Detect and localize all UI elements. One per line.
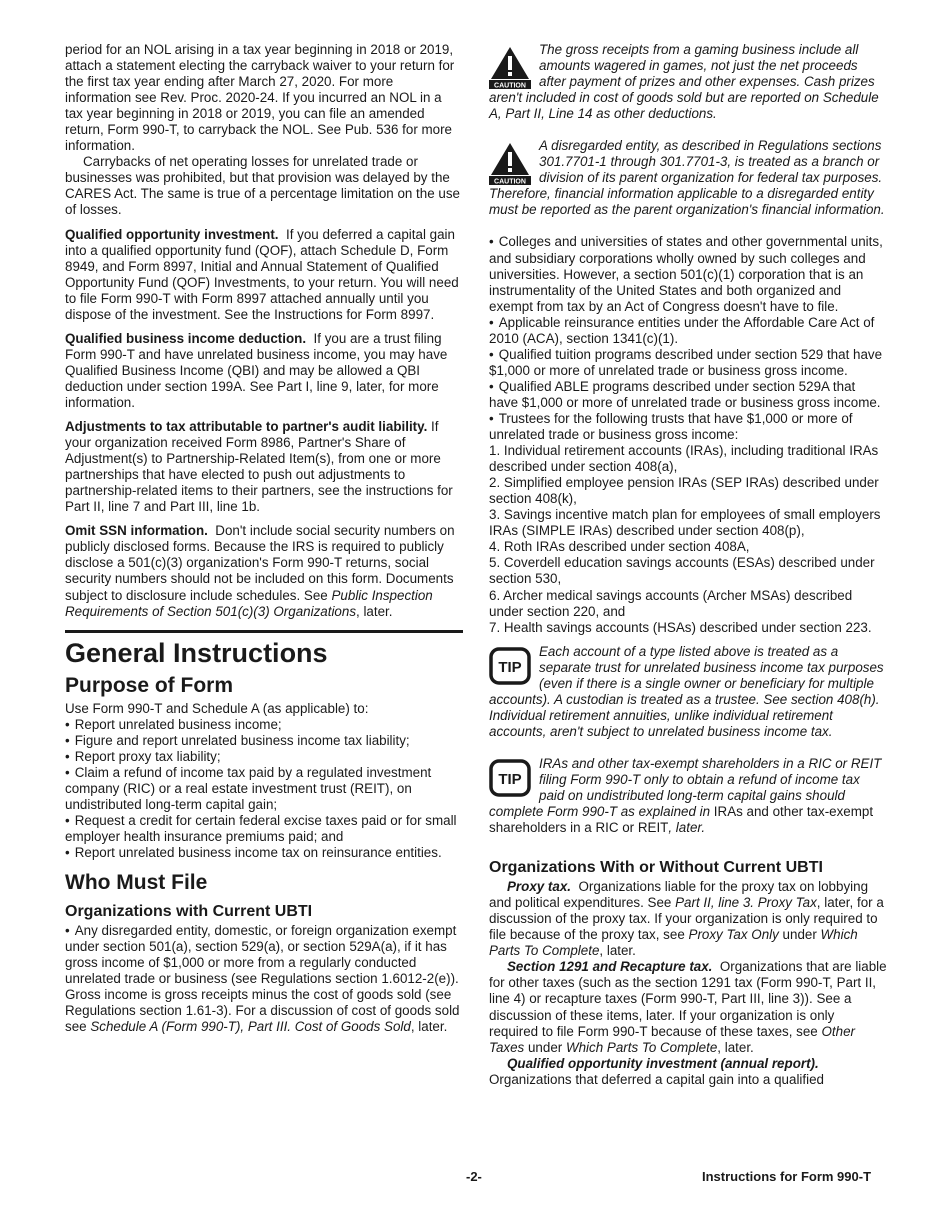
caution-icon [489, 141, 531, 185]
filer-bullet: • Qualified ABLE programs described under section 529A that have $1,000 or more of unrelated trade or business gross income. [489, 379, 887, 411]
tip-reference: IRAs and other tax-exempt shareholders in a RIC or REIT [489, 804, 874, 836]
proxy-text: , later, for a discussion of the proxy tax. If your organization is only required to file because of the proxy tax, see [489, 895, 884, 943]
proxy-heading: Proxy tax. [507, 879, 572, 895]
proxy-text: Organizations liable for the proxy tax on lobbying and political expenditures. See [489, 879, 869, 911]
tip-callout [489, 644, 887, 740]
general-instructions-heading: General Instructions [65, 637, 328, 668]
trust-item: 6. Archer medical savings accounts (Archer MSAs) described under section 220, and [489, 587, 853, 619]
caution-label: CAUTION [494, 82, 526, 89]
qbi-heading: Qualified business income deduction. [65, 330, 307, 346]
proxy-paragraph [489, 879, 887, 959]
trust-item: 4. Roth IRAs described under section 408A, [489, 539, 750, 555]
orgs-bullet [65, 923, 463, 1035]
carrybacks-paragraph: Carrybacks of net operating losses for unrelated trade or businesses was prohibited, but that provision was delayed by the CARES Act. The same is true of a percentage limitation on the use of losses. [65, 154, 460, 218]
nol-paragraph: period for an NOL arising in a tax year beginning in 2018 or 2019, attach a statement electing the carryback waiver to your return for the first tax year ending after March 27, 2020. For more information see Rev. Proc. 2020-24. If you incurred an NOL in a tax year beginning in 2018 or 2019, you can file an amended return, Form 990-T, to carryback the NOL. See Pub. 536 for more information. [65, 42, 455, 154]
section-1291-reference: Other Taxes [489, 1023, 855, 1055]
proxy-text: under [782, 927, 817, 943]
qoi-heading: Qualified opportunity investment. [65, 226, 279, 242]
orgs-current-ubti-heading: Organizations with Current UBTI [65, 903, 313, 921]
orgs-with-without-heading: Organizations With or Without Current UBTI [489, 859, 823, 877]
tip-text-end: , later. [668, 820, 706, 836]
purpose-bullet: • Request a credit for certain federal excise taxes paid or for small employer health insurance premiums paid; and [65, 813, 463, 845]
tip-icon [489, 759, 531, 797]
section-1291-reference: Which Parts To Complete [565, 1039, 718, 1055]
adj-text: If your organization received Form 8986, Partner's Share of Adjustment(s) to Partnership-Related Item(s), from one or more partnerships that have elected to push out adjustments to partnership-related items to their partners, see the instructions for Part II, line 7 and Part III, line 1b. [65, 419, 453, 515]
purpose-heading: Purpose of Form [65, 673, 234, 697]
proxy-reference: Which Parts To Complete [489, 927, 858, 959]
purpose-intro: Use Form 990-T and Schedule A (as applicable) to: [65, 700, 369, 716]
section-1291-text: under [527, 1039, 563, 1055]
caution-label: CAUTION [494, 178, 526, 186]
trust-item: 3. Savings incentive match plan for employees of small employers IRAs (SIMPLE IRAs) described under section 408(p), [489, 507, 881, 539]
qoi-annual-heading [489, 1056, 887, 1072]
section-1291-paragraph [489, 959, 887, 1055]
caution-text: A disregarded entity, as described in Regulations sections 301.7701-1 through 301.7701-3, is treated as a branch or division of its parent organization for federal tax purposes. Therefore, financial information applicable to a disregarded entity must be reported as the parent organization's financial information. [489, 138, 885, 218]
purpose-bullet: • Report unrelated business income; [65, 717, 463, 733]
caution-icon [489, 45, 531, 89]
purpose-bullet: • Claim a refund of income tax paid by a regulated investment company (RIC) or a real estate investment trust (REIT), on undistributed long-term capital gain; [65, 765, 463, 813]
qbi-text: If you are a trust filing Form 990-T and have unrelated business income, you may have Qualified Business Income (QBI) and may be allowed a QBI deduction under section 199A. See Part I, line 9, later, for more information. [65, 330, 448, 410]
purpose-bullet: • Report proxy tax liability; [65, 749, 463, 765]
qoi-text: If you deferred a capital gain into a qualified opportunity fund (QOF), attach Schedule D, Form 8949, and Form 8997, Initial and Annual Statement of Qualified Opportunity Fund (QOF) Investments, to your return. You will need to file Form 990-T with Form 8997 attached annually until you dispose of the investment. See the Instructions for Form 8997. [65, 226, 459, 322]
qoi-paragraph [65, 227, 463, 323]
ssn-reference: Public Inspection Requirements of Section 501(c)(3) Organizations [65, 587, 433, 619]
proxy-reference: Part II, line 3. Proxy Tax [675, 895, 817, 911]
adj-heading: Adjustments to tax attributable to partner's audit liability. [65, 419, 428, 435]
ssn-text: Don't include social security numbers on publicly disclosed forms. Because the IRS is required to publicly disclose a 501(c)(3) organization's Form 990-T returns, social security numbers should not be included on this form. Documents subject to disclosure include schedules. See [65, 523, 455, 603]
trust-item: 2. Simplified employee pension IRAs (SEP IRAs) described under section 408(k), [489, 475, 879, 507]
qoi-annual-text: Organizations that deferred a capital gain into a qualified [489, 1071, 824, 1087]
trust-item: 1. Individual retirement accounts (IRAs), including traditional IRAs described under section 408(a), [489, 443, 879, 475]
proxy-reference: Proxy Tax Only [688, 927, 779, 943]
ssn-text-end: , later. [356, 603, 393, 619]
page-number: -2- [466, 1169, 482, 1184]
tip-label: TIP [498, 770, 522, 788]
adj-paragraph [65, 419, 463, 515]
caution-callout [489, 42, 887, 122]
right-column [489, 42, 887, 1088]
qbi-paragraph [65, 331, 463, 411]
ssn-heading: Omit SSN information. [65, 523, 208, 539]
section-divider [65, 630, 463, 633]
tip-callout [489, 756, 887, 836]
tip-text-italic: IRAs and other tax-exempt shareholders in a RIC or REIT filing Form 990-T only to obtain a refund of income tax paid on undistributed long-term capital gains should complete Form 990-T as explained in [489, 755, 882, 820]
purpose-bullet: • Figure and report unrelated business income tax liability; [65, 733, 463, 749]
caution-text: The gross receipts from a gaming business include all amounts wagered in games, not just the net proceeds after payment of prizes and other expenses. Cash prizes aren't included in cost of goods sold but are reported on Schedule A, Part II, Line 14 as other deductions. [489, 42, 879, 122]
left-column [65, 42, 463, 1035]
filer-bullet: • Colleges and universities of states and other governmental units, and subsidiary corporations wholly owned by such colleges and universities. However, a section 501(c)(1) corporation that is an instrumentality of the United States and both organized and exempt from tax by an Act of Congress doesn't have to file. [489, 234, 887, 314]
section-1291-text: Organizations that are liable for other taxes (such as the section 1291 tax (Form 990-T, Part II, line 4) or recapture taxes (Form 990-T, Part III, line 3)). See a discussion of these items, later. If your organization is only required to file Form 990-T because of these taxes, see [489, 959, 887, 1039]
tip-text [489, 756, 887, 836]
tip-label: TIP [498, 658, 522, 676]
caution-callout [489, 138, 887, 218]
filer-bullet: • Qualified tuition programs described under section 529 that have $1,000 or more of unrelated trade or business gross income. [489, 347, 887, 379]
filer-list [489, 234, 887, 635]
purpose-bullet: • Report unrelated business income tax on reinsurance entities. [65, 845, 463, 861]
orgs-bullet-end: , later. [410, 1019, 448, 1035]
trust-item: 5. Coverdell education savings accounts (ESAs) described under section 530, [489, 555, 875, 587]
tip-icon [489, 647, 531, 685]
ssn-paragraph [65, 523, 463, 619]
section-1291-text: , later. [717, 1039, 754, 1055]
orgs-bullet-text: Any disregarded entity, domestic, or foreign organization exempt under section 501(a), section 529(a), or section 529A(a), if it has gross income of $1,000 or more from a regularly conducted unrelated trade or business (see Regulations section 1.6012-2(e)). Gross income is gross receipts minus the cost of goods sold (see Regulations section 1.61-3). For a discussion of cost of goods sold see [65, 923, 460, 1035]
tip-text: Each account of a type listed above is treated as a separate trust for unrelated business income tax purposes (even if there is a single owner or beneficiary for multiple accounts). A custodian is treated as a trustee. See section 408(h). Individual retirement annuities, unlike individual retirement accounts, aren't subject to unrelated business income tax. [489, 643, 884, 739]
trust-item: 7. Health savings accounts (HSAs) described under section 223. [489, 619, 872, 635]
who-must-file-heading: Who Must File [65, 871, 208, 895]
section-1291-heading: Section 1291 and Recapture tax. [507, 959, 713, 975]
filer-bullet: • Trustees for the following trusts that have $1,000 or more of unrelated trade or business gross income: [489, 411, 887, 443]
proxy-text: , later. [599, 943, 636, 959]
orgs-bullet-reference: Schedule A (Form 990-T), Part III. Cost of Goods Sold [90, 1019, 411, 1035]
qoi-annual-heading-text: Qualified opportunity investment (annual report). [507, 1055, 819, 1071]
filer-bullet: • Applicable reinsurance entities under the Affordable Care Act of 2010 (ACA), section 1341(c)(1). [489, 315, 887, 347]
footer-title: Instructions for Form 990-T [702, 1169, 872, 1184]
